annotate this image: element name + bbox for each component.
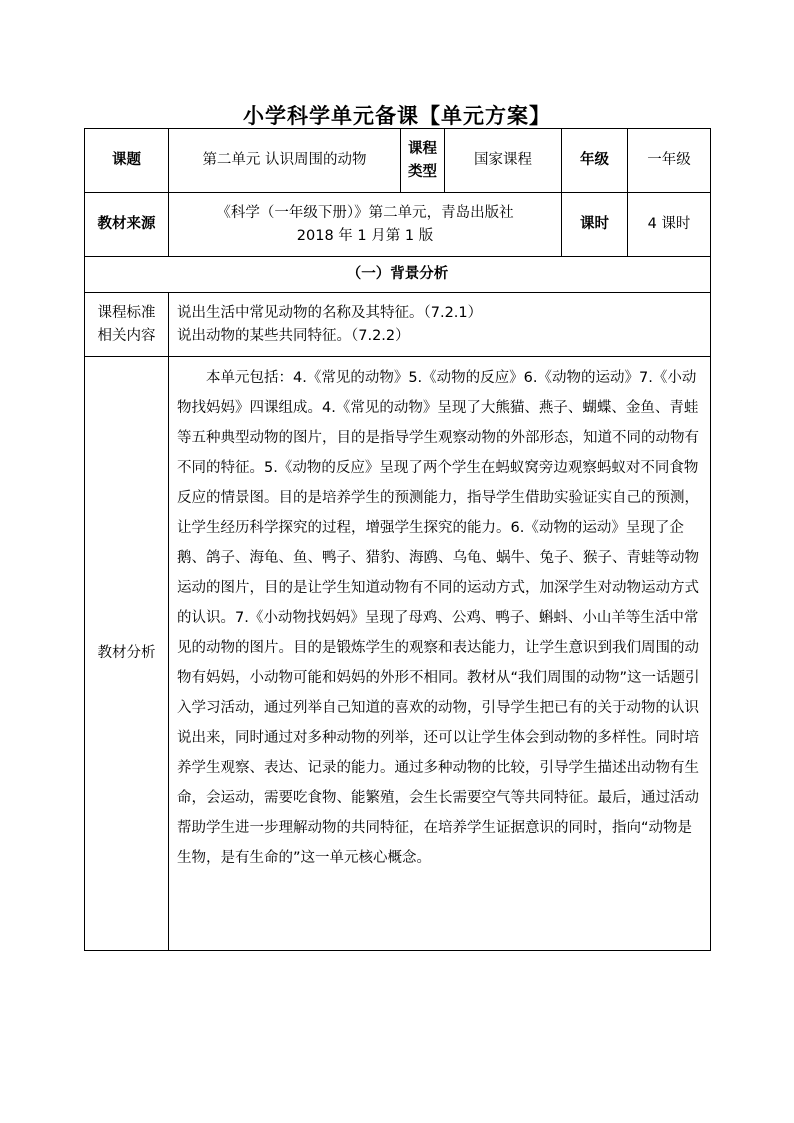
unit-plan-table — [84, 128, 711, 951]
course-type-label — [401, 129, 445, 193]
source-value-line1: 《科学（一年级下册）》第二单元，青岛出版社 — [216, 205, 514, 222]
standards-label — [85, 293, 169, 357]
analysis-label: 教材分析 — [85, 357, 169, 951]
hours-label: 课时 — [562, 193, 628, 257]
course-type-label-line2: 类型 — [408, 163, 437, 180]
course-type-value: 国家课程 — [445, 129, 562, 193]
hours-value: 4 课时 — [628, 193, 711, 257]
grade-label: 年级 — [562, 129, 628, 193]
topic-label: 课题 — [85, 129, 169, 193]
row-section-heading — [85, 257, 711, 293]
standards-label-line1: 课程标准 — [97, 305, 156, 322]
source-value — [169, 193, 562, 257]
row-analysis — [85, 357, 711, 951]
row-topic — [85, 129, 711, 193]
course-type-label-line1: 课程 — [408, 141, 437, 158]
analysis-content — [169, 357, 711, 951]
standards-line1: 说出生活中常见动物的名称及其特征。（7.2.1） — [177, 305, 483, 322]
standards-line2: 说出动物的某些共同特征。（7.2.2） — [177, 327, 410, 344]
source-value-line2: 2018 年 1 月第 1 版 — [296, 227, 434, 244]
row-standards — [85, 293, 711, 357]
standards-content — [169, 293, 711, 357]
grade-value: 一年级 — [628, 129, 711, 193]
row-source — [85, 193, 711, 257]
standards-label-line2: 相关内容 — [97, 327, 156, 344]
analysis-paragraph: 本单元包括：4.《常见的动物》5.《动物的反应》6.《动物的运动》7.《小动物找妈妈》四课组成。4.《常见的动物》呈现了大熊猫、燕子、蝴蝶、金鱼、青蛙等五种典型动物的图片，目的是指导学生观察动物的外部形态，知道不同的动物有不同的特征。5.《动物的反应》呈现了两个学生在蚂蚁窝旁边观察蚂蚁对不同食物反应的情景图。目的是培养学生的预测能力，指导学生借助实验证实自己的预测，让学生经历科学探究的过程，增强学生探究的能力。6.《动物的运动》呈现了企鹅、鸽子、海龟、鱼、鸭子、猎豹、海鸥、乌龟、蜗牛、兔子、猴子、青蛙等动物运动的图片，目的是让学生知道动物有不同的运动方式，加深学生对动物运动方式的认识。7.《小动物找妈妈》呈现了母鸡、公鸡、鸭子、蝌蚪、小山羊等生活中常见的动物的图片。目的是锻炼学生的观察和表达能力，让学生意识到我们周围的动物有妈妈，小动物可能和妈妈的外形不相同。教材从“我们周围的动物”这一话题引入学习活动，通过列举自己知道的喜欢的动物，引导学生把已有的关于动物的认识说出来，同时通过对多种动物的列举，还可以让学生体会到动物的多样性。同时培养学生观察、表达、记录的能力。通过多种动物的比较，引导学生描述出动物有生命，会运动，需要吃食物、能繁殖，会生长需要空气等共同特征。最后，通过活动帮助学生进一步理解动物的共同特征，在培养学生证据意识的同时，指向“动物是生物，是有生命的”这一单元核心概念。 — [177, 370, 700, 866]
source-label: 教材来源 — [85, 193, 169, 257]
page-title: 小学科学单元备课【单元方案】 — [243, 104, 551, 128]
topic-value: 第二单元 认识周围的动物 — [169, 129, 401, 193]
section-heading: （一）背景分析 — [85, 257, 711, 293]
